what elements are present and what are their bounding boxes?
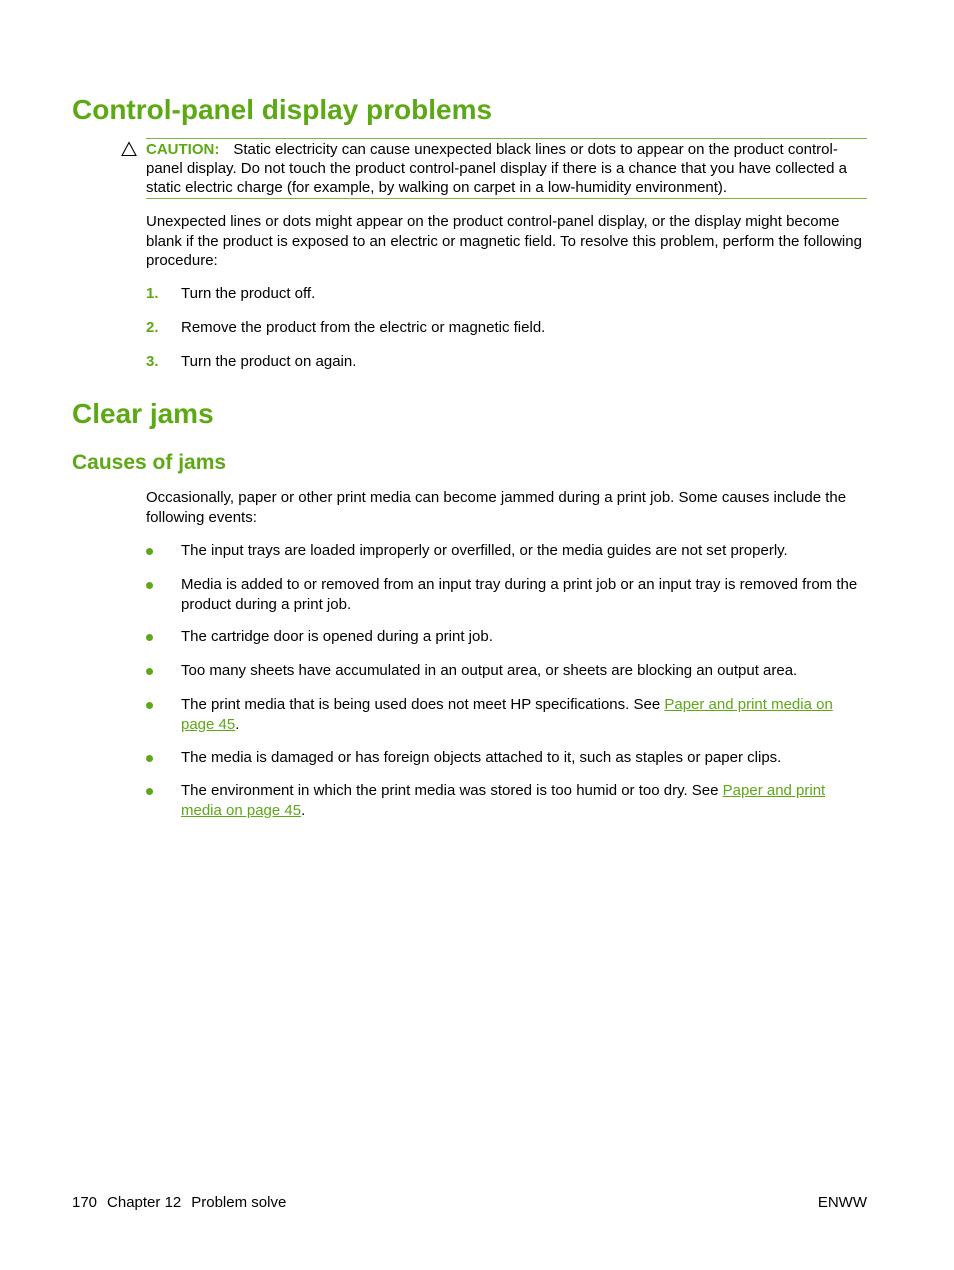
list-item-text: The print media that is being used does not meet HP specifications. See	[181, 696, 665, 713]
list-item-text-container	[181, 695, 868, 734]
bullet-icon	[146, 548, 153, 555]
caution-note	[146, 138, 867, 199]
bullet-icon	[146, 634, 153, 641]
list-item-text: Media is added to or removed from an input tray during a print job or an input tray is removed from the product during a print job.	[181, 576, 858, 613]
paper-and-print-media-link[interactable]: Paper and print media on page 45	[181, 782, 826, 819]
chapter-label: Chapter 12	[107, 1194, 182, 1211]
causes-intro: Occasionally, paper or other print media can become jammed during a print job. Some causes include the following events:	[146, 489, 847, 526]
caution-text: Static electricity can cause unexpected black lines or dots to appear on the product control-panel display. Do not touch the product control-panel display if there is a chance that you have collected a static electric charge (for example, by walking on carpet in a low-humidity environment).	[146, 141, 847, 196]
list-item-text: Too many sheets have accumulated in an output area, or sheets are blocking an output area.	[181, 662, 798, 679]
footer-right: ENWW	[817, 1194, 867, 1211]
list-item-punctuation: .	[301, 801, 306, 819]
heading-causes-of-jams: Causes of jams	[72, 451, 227, 474]
paper-and-print-media-link[interactable]: Paper and print media on page 45	[181, 696, 833, 733]
step-number: 1.	[146, 285, 159, 302]
bullet-icon	[146, 755, 153, 762]
step-text: Turn the product on again.	[181, 353, 357, 370]
step-text: Remove the product from the electric or magnetic field.	[181, 319, 546, 336]
step-number: 2.	[146, 319, 159, 336]
step-number: 3.	[146, 353, 159, 370]
step-text: Turn the product off.	[181, 285, 316, 302]
bullet-icon	[146, 582, 153, 589]
bullet-icon	[146, 788, 153, 795]
bullet-icon	[146, 668, 153, 675]
list-item-text: The cartridge door is opened during a print job.	[181, 628, 493, 645]
list-item-punctuation: .	[235, 715, 240, 733]
footer-left	[72, 1193, 296, 1212]
control-panel-intro: Unexpected lines or dots might appear on the product control-panel display, or the display might become blank if the product is exposed to an electric or magnetic field. To resolve this problem, perform the following procedure:	[146, 213, 862, 269]
bullet-icon	[146, 702, 153, 709]
caution-label: CAUTION:	[146, 141, 220, 158]
list-item-text-container	[181, 781, 868, 820]
list-item-text: The environment in which the print media was stored is too humid or too dry. See	[181, 782, 723, 799]
heading-control-panel-display-problems: Control-panel display problems	[72, 94, 493, 125]
page-number: 170	[72, 1194, 98, 1211]
list-item-text: The input trays are loaded improperly or overfilled, or the media guides are not set properly.	[181, 542, 788, 559]
heading-clear-jams: Clear jams	[72, 398, 214, 429]
list-item-text: The media is damaged or has foreign objects attached to it, such as staples or paper clips.	[181, 749, 782, 766]
chapter-title: Problem solve	[191, 1194, 287, 1211]
caution-triangle-icon	[121, 141, 137, 157]
